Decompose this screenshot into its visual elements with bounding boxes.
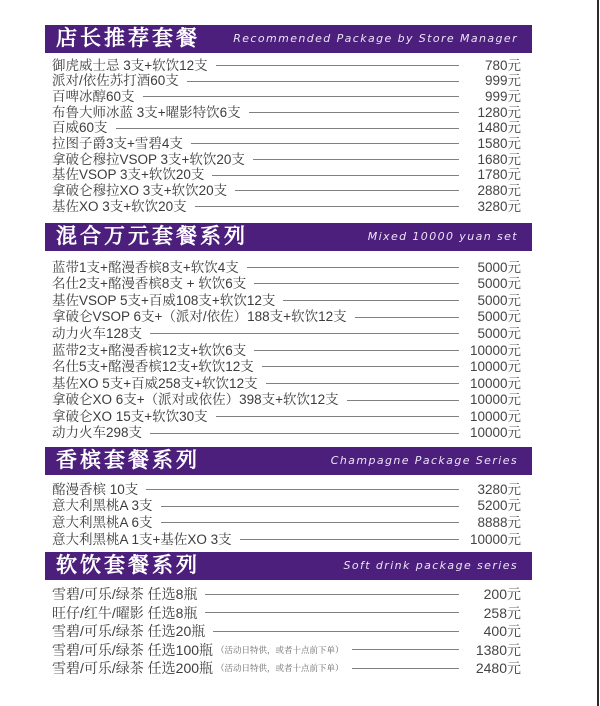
item-name: 拿破仑XO 15支+软饮30支 — [52, 408, 208, 424]
leader-line — [146, 489, 459, 490]
item-price: 5000元 — [477, 292, 521, 308]
item-price: 2880元 — [477, 183, 521, 199]
item-price: 400元 — [483, 623, 521, 640]
item-price: 999元 — [484, 73, 521, 89]
item-name: 拿破仑VSOP 6支+（派对/依佐）188支+软饮12支 — [52, 309, 347, 325]
leader-line — [216, 65, 459, 66]
item-price: 2480元 — [475, 660, 521, 677]
item-name: 蓝带1支+酩漫香槟8支+软饮4支 — [52, 259, 239, 275]
item-price: 5200元 — [477, 498, 521, 514]
leader-line — [262, 366, 459, 367]
item-price: 1480元 — [477, 120, 521, 136]
item-name: 酩漫香槟 10支 — [52, 481, 139, 497]
menu-item-row — [52, 531, 521, 548]
item-name: 基佐XO 5支+百威258支+软饮12支 — [52, 375, 258, 391]
menu-item-row — [52, 199, 521, 215]
section-subtitle: Recommended Package by Store Manager — [233, 32, 518, 46]
menu-item-row — [52, 259, 521, 276]
item-name: 基佐XO 3支+软饮20支 — [52, 198, 187, 214]
menu-item-row — [52, 89, 521, 105]
section-subtitle: Mixed 10000 yuan set — [367, 230, 518, 244]
leader-line — [116, 128, 459, 129]
leader-line — [191, 143, 459, 144]
item-name: 布鲁大师冰蓝 3支+曜影特饮6支 — [52, 104, 241, 120]
menu-item-row — [52, 152, 521, 168]
leader-line — [161, 506, 459, 507]
section-header — [45, 223, 532, 251]
item-price: 8888元 — [477, 514, 521, 530]
item-name: 御虎威士忌 3支+软饮12支 — [52, 57, 208, 73]
menu-item-row — [52, 167, 521, 183]
section-title: 香槟套餐系列 — [56, 448, 200, 473]
item-name: 意大利黑桃A 3支 — [52, 498, 153, 514]
item-name: 旺仔/红牛/曜影 任选8瓶 — [52, 604, 198, 621]
item-price: 258元 — [483, 604, 521, 621]
item-name: 雪碧/可乐/绿茶 任选100瓶 — [52, 641, 214, 658]
leader-line — [347, 400, 459, 401]
item-name: 基佐VSOP 3支+软饮20支 — [52, 167, 205, 183]
menu-item-row — [52, 342, 521, 359]
item-list — [45, 58, 532, 215]
item-price: 5000元 — [477, 276, 521, 292]
item-list — [45, 585, 532, 678]
section-subtitle: Champagne Package Series — [330, 454, 518, 468]
menu-item-row — [52, 183, 521, 199]
leader-line — [150, 433, 459, 434]
item-name: 蓝带2支+酩漫香槟12支+软饮6支 — [52, 342, 247, 358]
item-name: 拉图子爵3支+雪碧4支 — [52, 136, 183, 152]
item-price: 10000元 — [469, 392, 521, 408]
menu-item-row — [52, 514, 521, 531]
leader-line — [254, 283, 459, 284]
item-price: 200元 — [483, 586, 521, 603]
leader-line — [213, 631, 459, 632]
menu-item-row — [52, 425, 521, 442]
item-price: 10000元 — [469, 375, 521, 391]
item-name: 意大利黑桃A 1支+基佐XO 3支 — [52, 531, 232, 547]
menu-item-row — [52, 58, 521, 74]
leader-line — [266, 383, 459, 384]
menu-item-row — [52, 105, 521, 121]
item-name: 名仕5支+酩漫香槟12支+软饮12支 — [52, 359, 254, 375]
item-note: （活动日特供，或者十点前下单） — [216, 663, 344, 673]
item-price: 1680元 — [477, 151, 521, 167]
item-price: 5000元 — [477, 259, 521, 275]
item-price: 1380元 — [475, 641, 521, 658]
section-mixed-10000-set — [45, 223, 532, 442]
item-name: 百啤冰醇60支 — [52, 88, 135, 104]
leader-line — [253, 159, 459, 160]
menu-item-row — [52, 659, 521, 678]
leader-line — [187, 81, 459, 82]
menu-item-row — [52, 585, 521, 604]
item-list — [45, 259, 532, 442]
section-title: 店长推荐套餐 — [56, 26, 200, 51]
item-name: 基佐VSOP 5支+百威108支+软饮12支 — [52, 292, 276, 308]
image-right-border — [597, 0, 599, 706]
leader-line — [216, 416, 459, 417]
leader-line — [254, 350, 459, 351]
menu-item-row — [52, 408, 521, 425]
item-price: 10000元 — [469, 359, 521, 375]
menu-item-row — [52, 309, 521, 326]
section-header — [45, 552, 532, 580]
leader-line — [240, 539, 459, 540]
item-price: 1780元 — [477, 167, 521, 183]
item-price: 5000元 — [477, 325, 521, 341]
section-subtitle: Soft drink package series — [343, 559, 518, 573]
menu-item-row — [52, 622, 521, 641]
item-name: 名仕2支+酩漫香槟8支 + 软饮6支 — [52, 276, 247, 292]
item-price: 10000元 — [469, 342, 521, 358]
item-note: （活动日特供，或者十点前下单） — [216, 644, 344, 655]
menu-item-row — [52, 375, 521, 392]
item-price: 780元 — [484, 57, 521, 73]
section-recommended-package — [45, 25, 532, 214]
leader-line — [235, 190, 459, 191]
leader-line — [150, 333, 459, 334]
leader-line — [161, 522, 459, 523]
item-name: 动力火车298支 — [52, 425, 143, 441]
menu-item-row — [52, 73, 521, 89]
menu-item-row — [52, 136, 521, 152]
leader-line — [212, 175, 459, 176]
item-name: 拿破仑XO 6支+（派对或依佐）398支+软饮12支 — [52, 392, 339, 408]
item-price: 1580元 — [477, 136, 521, 152]
leader-line — [205, 594, 459, 595]
menu-item-row — [52, 325, 521, 342]
leader-line — [352, 649, 459, 650]
item-price: 3280元 — [477, 481, 521, 497]
item-name: 动力火车128支 — [52, 325, 143, 341]
menu-item-row — [52, 392, 521, 409]
section-title: 混合万元套餐系列 — [56, 224, 248, 249]
menu-item-row — [52, 120, 521, 136]
menu-item-row — [52, 292, 521, 309]
leader-line — [205, 612, 459, 613]
menu-item-row — [52, 498, 521, 515]
item-price: 999元 — [484, 88, 521, 104]
item-name: 派对/依佐苏打酒60支 — [52, 73, 179, 89]
menu-item-row — [52, 641, 521, 660]
item-name: 百威60支 — [52, 120, 108, 136]
leader-line — [249, 112, 459, 113]
menu-item-row — [52, 481, 521, 498]
leader-line — [352, 668, 459, 669]
section-title: 软饮套餐系列 — [56, 553, 200, 578]
section-header — [45, 25, 532, 53]
item-price: 10000元 — [469, 425, 521, 441]
section-header — [45, 447, 532, 475]
item-name: 雪碧/可乐/绿茶 任选20瓶 — [52, 623, 206, 640]
menu-item-row — [52, 604, 521, 623]
section-champagne-package — [45, 447, 532, 548]
item-name: 拿破仑穆拉VSOP 3支+软饮20支 — [52, 151, 245, 167]
item-name: 雪碧/可乐/绿茶 任选8瓶 — [52, 586, 198, 603]
item-price: 10000元 — [469, 531, 521, 547]
item-name: 拿破仑穆拉XO 3支+软饮20支 — [52, 183, 228, 199]
item-name: 意大利黑桃A 6支 — [52, 514, 153, 530]
item-price: 5000元 — [477, 309, 521, 325]
item-list — [45, 481, 532, 548]
item-price: 3280元 — [477, 198, 521, 214]
menu-item-row — [52, 276, 521, 293]
menu-item-row — [52, 359, 521, 376]
item-price: 10000元 — [469, 408, 521, 424]
section-soft-drink-package — [45, 552, 532, 678]
leader-line — [143, 96, 459, 97]
leader-line — [283, 300, 459, 301]
leader-line — [247, 267, 459, 268]
leader-line — [355, 317, 459, 318]
item-name: 雪碧/可乐/绿茶 任选200瓶 — [52, 660, 214, 677]
leader-line — [195, 206, 459, 207]
item-price: 1280元 — [477, 104, 521, 120]
